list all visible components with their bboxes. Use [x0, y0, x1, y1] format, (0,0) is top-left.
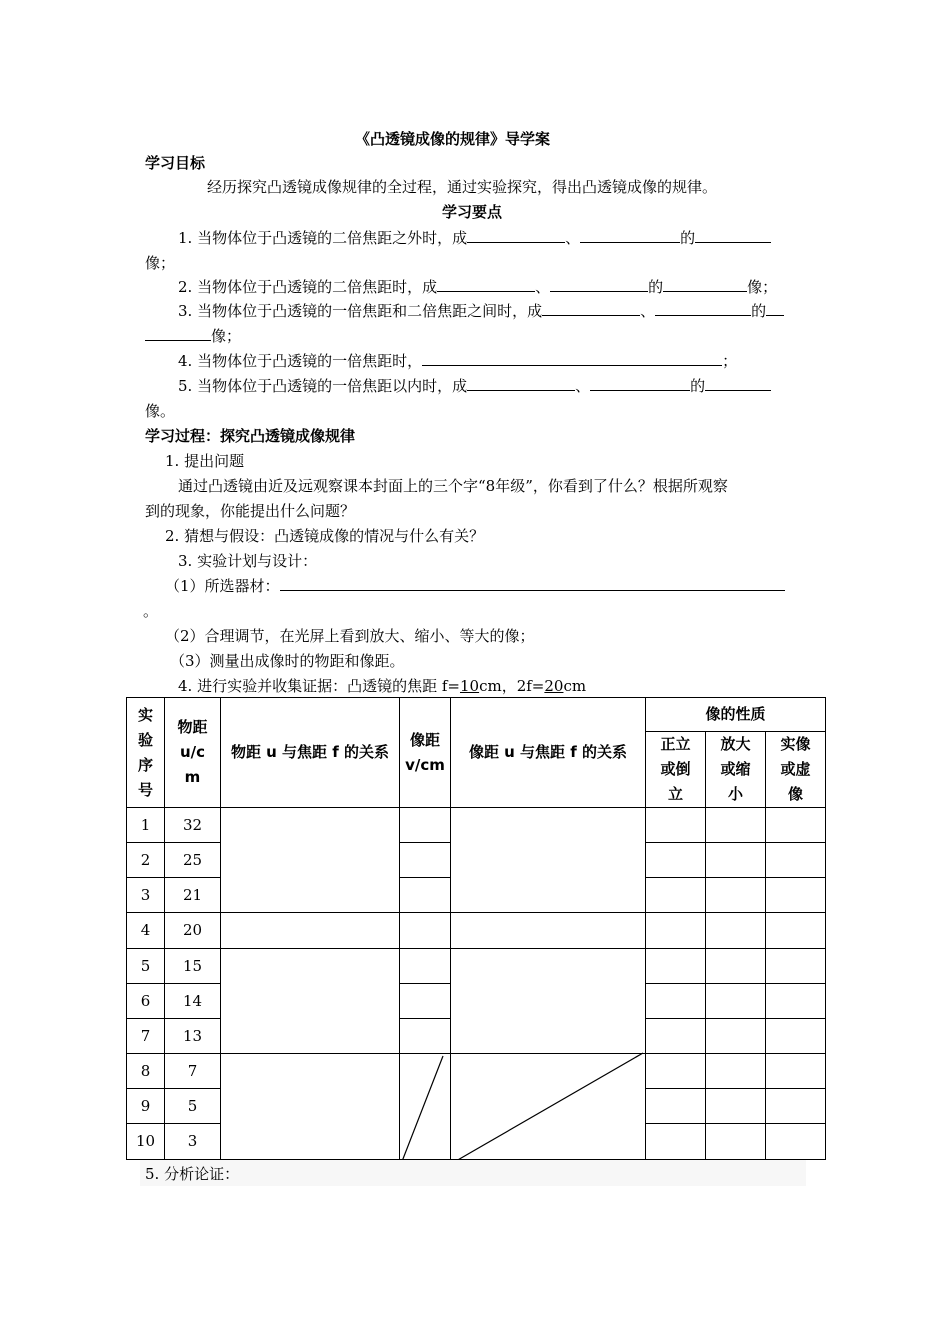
- point-3: [178, 301, 784, 321]
- step-3-3: （3）测量出成像时的物距和像距。: [170, 652, 405, 670]
- point-4-blank[interactable]: [422, 351, 722, 366]
- row-index: 4: [127, 913, 165, 949]
- goal-heading: 学习目标: [145, 154, 206, 172]
- row-index: 8: [127, 1054, 165, 1089]
- point-2-sep-1: 、: [535, 278, 551, 296]
- cell-real[interactable]: [766, 949, 826, 984]
- cell-object-relation-row-4[interactable]: [221, 913, 400, 949]
- point-2-blank-3[interactable]: [663, 277, 747, 292]
- step-1: 1. 提出问题: [165, 452, 245, 470]
- point-3-blank-3-cont[interactable]: [145, 326, 211, 341]
- cell-size[interactable]: [706, 1019, 766, 1054]
- process-heading: 学习过程：探究凸透镜成像规律: [145, 427, 356, 445]
- cell-image-distance[interactable]: [400, 949, 451, 984]
- row-object-distance: 13: [165, 1019, 221, 1054]
- row-object-distance: 7: [165, 1054, 221, 1089]
- cell-image-distance[interactable]: [400, 878, 451, 913]
- header-object-distance: 物距u/cm: [165, 698, 221, 808]
- point-5-blank-1[interactable]: [467, 376, 575, 391]
- point-1-blank-3[interactable]: [695, 228, 771, 243]
- page-title: 《凸透镜成像的规律》导学案: [355, 130, 551, 148]
- cell-real[interactable]: [766, 913, 826, 949]
- cell-size[interactable]: [706, 843, 766, 878]
- cell-image-relation-group-1[interactable]: [451, 808, 646, 913]
- step-3-1: [165, 576, 785, 596]
- header-image-relation: 像距 u 与焦距 f 的关系: [451, 698, 646, 808]
- step-2: 2. 猜想与假设：凸透镜成像的情况与什么有关？: [165, 527, 485, 545]
- point-3-blank-2[interactable]: [655, 301, 751, 316]
- cell-upright[interactable]: [646, 913, 706, 949]
- cell-size[interactable]: [706, 1089, 766, 1124]
- cell-real[interactable]: [766, 1054, 826, 1089]
- row-object-distance: 5: [165, 1089, 221, 1124]
- step-1-text-b: 到的现象，你能提出什么问题？: [145, 502, 356, 520]
- cell-image-distance[interactable]: [400, 1019, 451, 1054]
- row-object-distance: 14: [165, 984, 221, 1019]
- point-4-end: ；: [722, 352, 738, 370]
- point-5-blank-2[interactable]: [590, 376, 690, 391]
- point-2-sep-2: 的: [648, 278, 664, 296]
- point-2-end: 像；: [747, 278, 778, 296]
- point-3-cont: [145, 326, 241, 346]
- cell-real[interactable]: [766, 1124, 826, 1160]
- point-1-sep-2: 的: [680, 229, 696, 247]
- row-index: 7: [127, 1019, 165, 1054]
- cell-object-relation-group-1[interactable]: [221, 808, 400, 913]
- point-3-blank-1[interactable]: [542, 301, 640, 316]
- cell-real[interactable]: [766, 1089, 826, 1124]
- cell-real[interactable]: [766, 984, 826, 1019]
- cell-object-relation-group-3[interactable]: [221, 1054, 400, 1160]
- header-image-distance: 像距v/cm: [400, 698, 451, 808]
- cell-size[interactable]: [706, 1054, 766, 1089]
- point-1-blank-1[interactable]: [467, 228, 565, 243]
- point-2-text: 2. 当物体位于凸透镜的二倍焦距时，成: [178, 278, 438, 296]
- row-index: 5: [127, 949, 165, 984]
- step-4-text: 4. 进行实验并收集证据：凸透镜的焦距 f=: [178, 677, 460, 695]
- goal-text: 经历探究凸透镜成像规律的全过程，通过实验探究，得出凸透镜成像的规律。: [207, 178, 718, 196]
- point-2-blank-1[interactable]: [437, 277, 535, 292]
- cell-image-distance[interactable]: [400, 984, 451, 1019]
- point-1-end: 像；: [145, 254, 176, 272]
- row-object-distance: 20: [165, 913, 221, 949]
- analysis-area[interactable]: [140, 1160, 806, 1186]
- step-3-2: （2）合理调节，在光屏上看到放大、缩小、等大的像；: [165, 627, 535, 645]
- point-3-end: 像；: [211, 327, 242, 345]
- cell-size[interactable]: [706, 913, 766, 949]
- cell-real[interactable]: [766, 843, 826, 878]
- header-index: 实验序号: [127, 698, 165, 808]
- experiment-table: [126, 697, 826, 1160]
- step-3: 3. 实验计划与设计：: [178, 552, 318, 570]
- step-3-1-label: （1）所选器材：: [165, 577, 280, 595]
- cell-upright[interactable]: [646, 843, 706, 878]
- cell-size[interactable]: [706, 949, 766, 984]
- cell-upright[interactable]: [646, 808, 706, 843]
- point-5-blank-3[interactable]: [705, 376, 771, 391]
- point-3-text: 3. 当物体位于凸透镜的一倍焦距和二倍焦距之间时，成: [178, 302, 543, 320]
- point-3-sep-2: 的: [751, 302, 767, 320]
- cell-size[interactable]: [706, 984, 766, 1019]
- header-enlarged-reduced: 放大或缩小: [706, 732, 766, 808]
- equipment-blank[interactable]: [280, 576, 785, 591]
- point-1: [178, 228, 771, 248]
- header-image-nature: 像的性质: [646, 698, 826, 732]
- point-5-sep-1: 、: [575, 377, 591, 395]
- cell-real[interactable]: [766, 1019, 826, 1054]
- header-upright-inverted: 正立或倒立: [646, 732, 706, 808]
- step-1-text-a: 通过凸透镜由近及远观察课本封面上的三个字“8年级”，你看到了什么？根据所观察: [178, 477, 728, 495]
- row-object-distance: 25: [165, 843, 221, 878]
- cell-upright[interactable]: [646, 1124, 706, 1160]
- cell-upright[interactable]: [646, 984, 706, 1019]
- double-focal-value: 20: [544, 677, 564, 695]
- row-index: 1: [127, 808, 165, 843]
- points-heading: 学习要点: [442, 203, 503, 221]
- point-1-blank-2[interactable]: [580, 228, 680, 243]
- step-4: [178, 676, 586, 696]
- cell-size[interactable]: [706, 1124, 766, 1160]
- row-index: 9: [127, 1089, 165, 1124]
- cell-size[interactable]: [706, 878, 766, 913]
- point-5: [178, 376, 771, 396]
- point-2-blank-2[interactable]: [550, 277, 648, 292]
- point-5-end: 像。: [145, 402, 176, 420]
- cell-image-distance[interactable]: [400, 808, 451, 843]
- row-object-distance: 15: [165, 949, 221, 984]
- cell-image-relation-row-4[interactable]: [451, 913, 646, 949]
- cell-image-distance[interactable]: [400, 913, 451, 949]
- point-4-text: 4. 当物体位于凸透镜的一倍焦距时，: [178, 352, 423, 370]
- cell-upright[interactable]: [646, 1019, 706, 1054]
- cell-upright[interactable]: [646, 878, 706, 913]
- point-2: [178, 277, 777, 297]
- cell-real[interactable]: [766, 878, 826, 913]
- cell-image-relation-crossed: [451, 1054, 646, 1160]
- header-real-virtual: 实像或虚像: [766, 732, 826, 808]
- cell-upright[interactable]: [646, 1089, 706, 1124]
- header-object-relation: 物距 u 与焦距 f 的关系: [221, 698, 400, 808]
- cell-upright[interactable]: [646, 949, 706, 984]
- row-object-distance: 21: [165, 878, 221, 913]
- row-index: 2: [127, 843, 165, 878]
- point-4: [178, 351, 737, 371]
- step-4-text-c: cm: [563, 677, 587, 695]
- focal-length-value: 10: [459, 677, 480, 695]
- row-object-distance: 32: [165, 808, 221, 843]
- row-object-distance: 3: [165, 1124, 221, 1160]
- cell-image-distance-crossed: [400, 1054, 451, 1160]
- row-index: 3: [127, 878, 165, 913]
- point-1-text: 1. 当物体位于凸透镜的二倍焦距之外时，成: [178, 229, 468, 247]
- point-3-sep-1: 、: [640, 302, 656, 320]
- cell-upright[interactable]: [646, 1054, 706, 1089]
- cell-object-relation-group-2[interactable]: [221, 949, 400, 1054]
- row-index: 6: [127, 984, 165, 1019]
- point-5-text: 5. 当物体位于凸透镜的一倍焦距以内时，成: [178, 377, 468, 395]
- cell-image-distance[interactable]: [400, 843, 451, 878]
- step-5: 5. 分析论证：: [145, 1165, 240, 1183]
- step-3-1-end: 。: [143, 602, 159, 620]
- point-1-sep-1: 、: [565, 229, 581, 247]
- point-5-sep-2: 的: [690, 377, 706, 395]
- cell-size[interactable]: [706, 808, 766, 843]
- step-4-text-b: cm，2f=: [479, 677, 545, 695]
- point-3-blank-3[interactable]: [766, 301, 784, 316]
- cell-real[interactable]: [766, 808, 826, 843]
- row-index: 10: [127, 1124, 165, 1160]
- cell-image-relation-group-2[interactable]: [451, 949, 646, 1054]
